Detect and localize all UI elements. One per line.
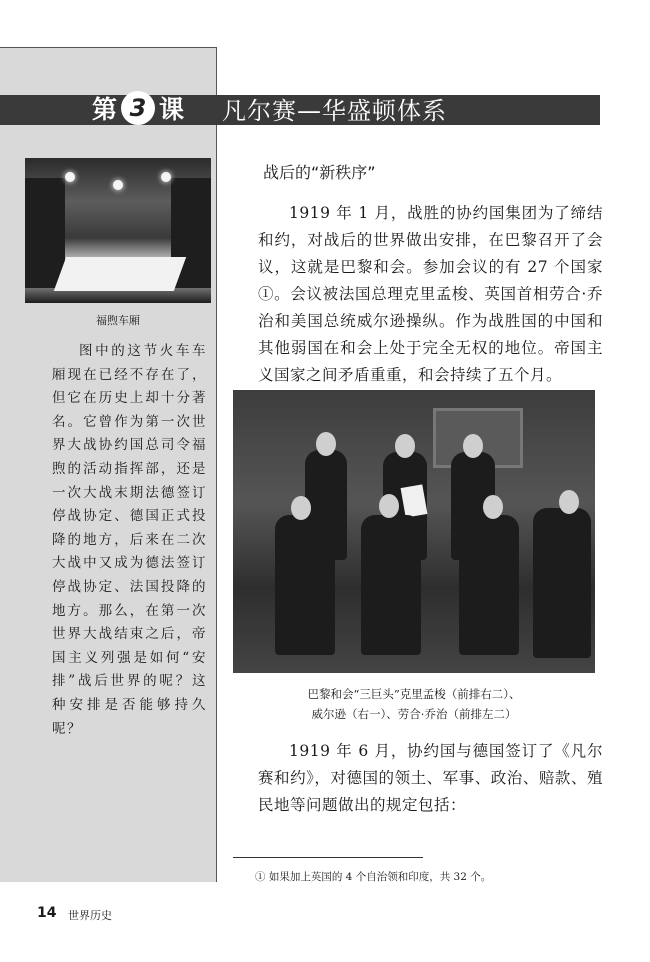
footnote-divider	[233, 857, 423, 858]
figure-head	[559, 490, 579, 514]
caption-line: 威尔逊（右一）、劳合·乔治（前排左二）	[311, 707, 517, 721]
book-title: 世界历史	[68, 909, 112, 922]
seated-figure	[275, 515, 335, 655]
figure-head	[463, 434, 483, 458]
footnote: ① 如果加上英国的 4 个自治领和印度，共 32 个。	[255, 871, 492, 883]
lesson-number-badge: 3	[121, 91, 155, 125]
figure-head	[291, 496, 311, 520]
lesson-suffix: 课	[159, 95, 185, 124]
figure-head	[483, 495, 503, 519]
big-three-photo-caption	[233, 684, 595, 724]
figure-head	[395, 434, 415, 458]
lesson-title: 凡尔赛—华盛顿体系	[222, 96, 447, 125]
lesson-label	[92, 90, 184, 126]
seated-figure	[459, 515, 519, 655]
seated-figure	[361, 515, 421, 655]
section-title: 战后的“新秩序”	[263, 163, 376, 182]
sidebar-text: 图中的这节火车车厢现在已经不存在了，但它在历史上却十分著名。它曾作为第一次世界大战协约国总司令福煦的活动指挥部，还是一次大战末期法德签订停战协定、德国正式投降的地方，后来在二次大战中又成为德法签订停战协定、法国投降的地方。那么，在第一次世界大战结束之后，帝国主义列强是如何“安排”战后世界的呢？这种安排是否能够持久呢？	[52, 343, 207, 737]
train-photo-caption: 福煦车厢	[96, 314, 140, 327]
foch-railway-carriage-photo	[25, 158, 211, 303]
ceiling-lamp	[65, 172, 75, 182]
paragraph-paris-conference: 1919 年 1 月，战胜的协约国集团为了缔结和约，对战后的世界做出安排，在巴黎召开了会议，这就是巴黎和会。参加会议的有 27 个国家①。会议被法国总理克里孟梭、英国首相劳合·乔治和美国总统威尔逊操纵。作为战胜国的中国和其他弱国在和会上处于完全无权的地位。帝国主义国家之间矛盾重重，和会持续了五个月。	[258, 204, 603, 384]
lesson-prefix: 第	[92, 95, 118, 124]
figure-head	[379, 494, 399, 518]
page-number: 14	[37, 905, 57, 921]
caption-line: 巴黎和会“三巨头”克里孟梭（前排右二）、	[307, 687, 521, 701]
seated-figure	[533, 508, 591, 658]
figure-head	[316, 432, 336, 456]
ceiling-lamp	[113, 180, 123, 190]
carriage-table	[54, 257, 186, 291]
carriage-wall-left	[25, 178, 65, 288]
ceiling-lamp	[161, 172, 171, 182]
big-three-photo	[233, 390, 595, 673]
paragraph-versailles-treaty: 1919 年 6 月，协约国与德国签订了《凡尔赛和约》，对德国的领土、军事、政治、赔款、殖民地等问题做出的规定包括：	[258, 742, 603, 814]
